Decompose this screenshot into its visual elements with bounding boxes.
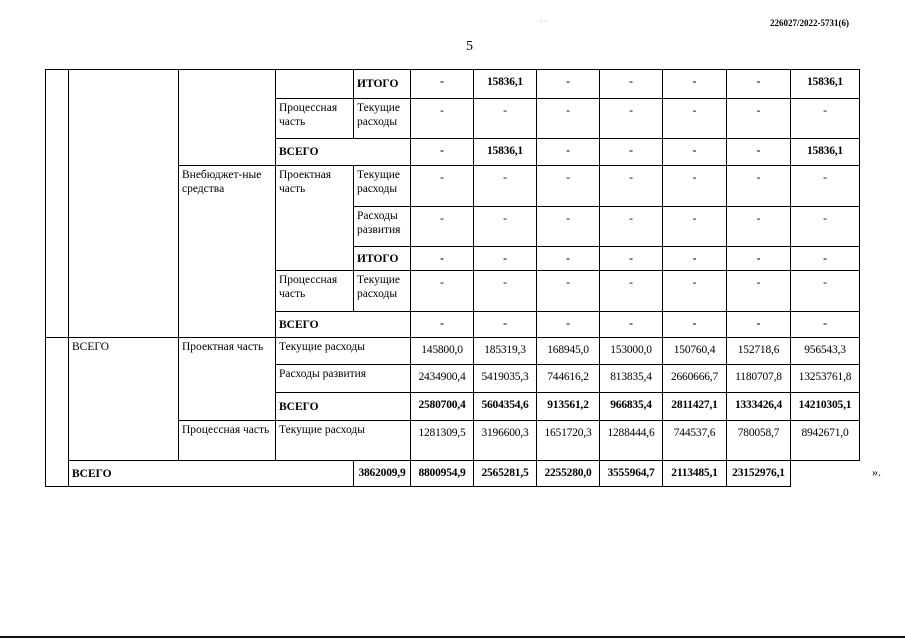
cell: -: [791, 312, 860, 338]
cell: -: [663, 70, 727, 99]
cell: -: [537, 207, 600, 247]
tekushie-label: Текущие расходы: [354, 99, 411, 139]
cell: 2113485,1: [663, 461, 727, 487]
cell: 1281309,5: [411, 421, 474, 461]
page-number: 5: [466, 39, 473, 54]
empty-cell: [179, 70, 276, 166]
grand-total-label: ВСЕГО: [69, 461, 354, 487]
cell: -: [411, 312, 474, 338]
cell: 5604354,6: [474, 393, 537, 421]
cell: 1333426,4: [727, 393, 791, 421]
cell: -: [791, 166, 860, 207]
cell: -: [474, 166, 537, 207]
cell: 3196600,3: [474, 421, 537, 461]
cell: -: [727, 312, 791, 338]
cell: 913561,2: [537, 393, 600, 421]
cell: 3555964,7: [600, 461, 663, 487]
cell: -: [411, 70, 474, 99]
cell: -: [537, 166, 600, 207]
scan-mark: · ·: [540, 17, 548, 26]
razvitiya-label: Расходы развития: [354, 207, 411, 247]
proektnaya-label: Проектная часть: [179, 338, 276, 421]
table-row: [46, 338, 860, 365]
empty-cell: [276, 70, 354, 99]
empty-cell: [69, 70, 179, 338]
cell: 8942671,0: [791, 421, 860, 461]
tekushie-label: Текущие расходы: [354, 271, 411, 312]
cell: 5419035,3: [474, 365, 537, 393]
cell: 966835,4: [600, 393, 663, 421]
cell: -: [474, 247, 537, 271]
cell: 3862009,9: [354, 461, 411, 487]
cell: -: [663, 271, 727, 312]
cell: -: [474, 271, 537, 312]
bottom-rule: [0, 636, 905, 638]
cell: -: [537, 247, 600, 271]
cell: -: [600, 271, 663, 312]
cell: -: [411, 247, 474, 271]
cell: -: [791, 99, 860, 139]
cell: -: [600, 139, 663, 166]
cell: 8800954,9: [411, 461, 474, 487]
cell: 145800,0: [411, 338, 474, 365]
cell: -: [474, 207, 537, 247]
cell: 813835,4: [600, 365, 663, 393]
cell: 2255280,0: [537, 461, 600, 487]
closing-quote: ».: [872, 465, 881, 479]
cell: 956543,3: [791, 338, 860, 365]
cell: -: [411, 139, 474, 166]
cell: 2580700,4: [411, 393, 474, 421]
cell: -: [411, 99, 474, 139]
cell: 2434900,4: [411, 365, 474, 393]
cell: -: [663, 166, 727, 207]
cell: 2660666,7: [663, 365, 727, 393]
cell: 15836,1: [474, 139, 537, 166]
table-row: [46, 70, 860, 99]
cell: -: [537, 99, 600, 139]
cell: -: [663, 207, 727, 247]
cell: 2565281,5: [474, 461, 537, 487]
cell: 152718,6: [727, 338, 791, 365]
cell: -: [411, 166, 474, 207]
itogo-label: ИТОГО: [354, 70, 411, 99]
cell: 168945,0: [537, 338, 600, 365]
cell: 153000,0: [600, 338, 663, 365]
cell: -: [537, 271, 600, 312]
budget-table: [45, 69, 860, 487]
cell: -: [663, 312, 727, 338]
cell: -: [537, 70, 600, 99]
cell: 1288444,6: [600, 421, 663, 461]
cell: 15836,1: [791, 139, 860, 166]
cell: -: [727, 166, 791, 207]
cell: -: [791, 207, 860, 247]
tekushie-label: Текущие расходы: [276, 338, 411, 365]
cell: -: [791, 247, 860, 271]
cell: -: [600, 312, 663, 338]
cell: -: [727, 139, 791, 166]
processnaya-label: Процессная часть: [276, 271, 354, 312]
cell: -: [474, 99, 537, 139]
cell: 23152976,1: [727, 461, 791, 487]
vsego-group-label: ВСЕГО: [69, 338, 179, 461]
cell: 150760,4: [663, 338, 727, 365]
cell: -: [600, 166, 663, 207]
razvitiya-label: Расходы развития: [276, 365, 411, 393]
cell: -: [791, 271, 860, 312]
cell: -: [474, 312, 537, 338]
vsego-label: ВСЕГО: [276, 139, 411, 166]
cell: 185319,3: [474, 338, 537, 365]
cell: -: [537, 139, 600, 166]
cell: 1180707,8: [727, 365, 791, 393]
cell: 744537,6: [663, 421, 727, 461]
tekushie-label: Текущие расходы: [276, 421, 411, 461]
empty-left-cell: [46, 338, 69, 487]
cell: -: [600, 99, 663, 139]
cell: -: [727, 207, 791, 247]
cell: -: [727, 247, 791, 271]
itogo-label: ИТОГО: [354, 247, 411, 271]
table-row: [46, 461, 860, 487]
proektnaya-label: Проектная часть: [276, 166, 354, 271]
document-id: 226027/2022-5731(6): [770, 18, 849, 28]
cell: 1651720,3: [537, 421, 600, 461]
cell: -: [663, 247, 727, 271]
empty-left-cell: [46, 70, 69, 338]
cell: -: [663, 139, 727, 166]
cell: -: [727, 70, 791, 99]
vsego-label: ВСЕГО: [276, 393, 411, 421]
cell: 744616,2: [537, 365, 600, 393]
cell: 13253761,8: [791, 365, 860, 393]
processnaya-label: Процессная часть: [179, 421, 276, 461]
tekushie-label: Текущие расходы: [354, 166, 411, 207]
cell: 15836,1: [791, 70, 860, 99]
cell: -: [537, 312, 600, 338]
cell: -: [727, 271, 791, 312]
cell: -: [600, 207, 663, 247]
cell: -: [600, 70, 663, 99]
vnebudzhet-label: Внебюджет-ные средства: [179, 166, 276, 338]
cell: -: [600, 247, 663, 271]
cell: 15836,1: [474, 70, 537, 99]
cell: -: [663, 99, 727, 139]
cell: 14210305,1: [791, 393, 860, 421]
processnaya-label: Процессная часть: [276, 99, 354, 139]
cell: 780058,7: [727, 421, 791, 461]
vsego-label: ВСЕГО: [276, 312, 411, 338]
cell: -: [411, 271, 474, 312]
cell: 2811427,1: [663, 393, 727, 421]
cell: -: [411, 207, 474, 247]
cell: -: [727, 99, 791, 139]
